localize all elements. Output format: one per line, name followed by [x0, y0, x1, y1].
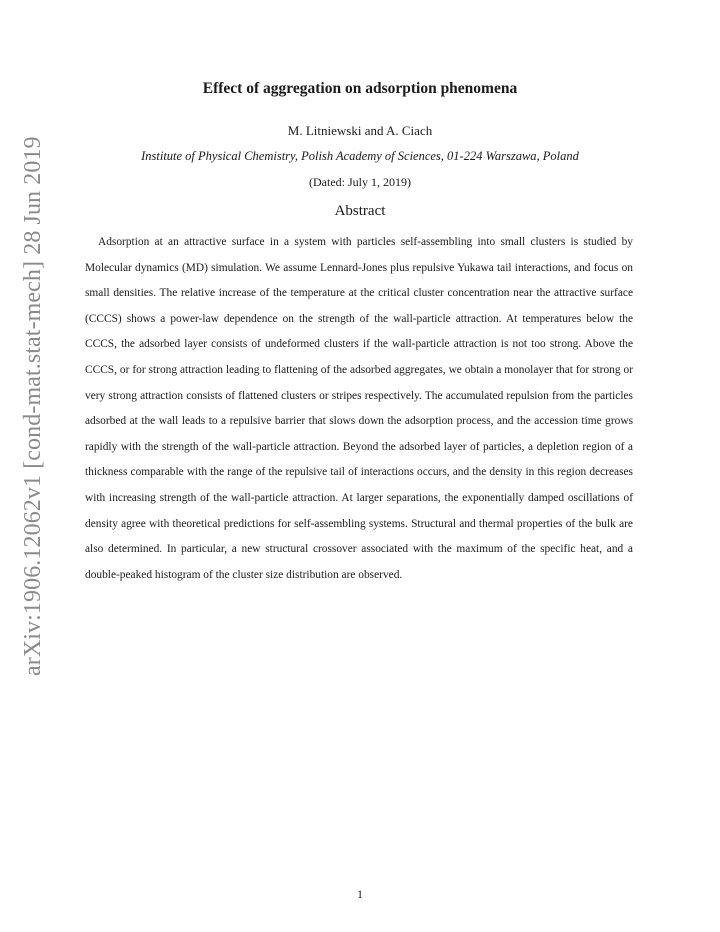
abstract-heading: Abstract [334, 203, 386, 219]
page-number: 1 [357, 887, 363, 901]
author-list: M. Litniewski and A. Ciach [287, 123, 433, 138]
paper-title: Effect of aggregation on adsorption phenomena [202, 80, 518, 97]
arxiv-identifier-stamp: arXiv:1906.12062v1 [cond-mat.stat-mech] 28 Jun 2019 [20, 136, 46, 676]
publication-date: (Dated: July 1, 2019) [309, 175, 411, 189]
abstract-body: Adsorption at an attractive surface in a system with particles self-assembling into small clusters is studied by Molecular dynamics (MD) simulation. We assume Lennard-Jones plus repulsive Yukawa tail interactions, and focus on small densities. The relative increase of the temperature at the critical cluster concentration near the attractive surface (CCCS) shows a power-law dependence on the strength of the wall-particle attraction. At temperatures below the CCCS, the adsorbed layer consists of undeformed clusters if the wall-particle attraction is not too strong. Above the CCCS, or for strong attraction leading to flattening of the adsorbed aggregates, we obtain a monolayer that for strong or very strong attraction consists of flattened clusters or stripes respectively. The accumulated repulsion from the particles adsorbed at the wall leads to a repulsive barrier that slows down the adsorption process, and the accession time grows rapidly with the strength of the wall-particle attraction. Beyond the adsorbed layer of particles, a depletion region of a thickness comparable with the range of the repulsive tail of interactions occurs, and the density in this region decreases with increasing strength of the wall-particle attraction. At larger separations, the exponentially damped oscillations of density agree with theoretical predictions for self-assembling systems. Structural and thermal properties of the bulk are also determined. In particular, a new structural crossover associated with the maximum of the specific heat, and a double-peaked histogram of the cluster size distribution are observed. [85, 236, 633, 581]
author-affiliation: Institute of Physical Chemistry, Polish Academy of Sciences, 01-224 Warszawa, Poland [141, 149, 579, 163]
